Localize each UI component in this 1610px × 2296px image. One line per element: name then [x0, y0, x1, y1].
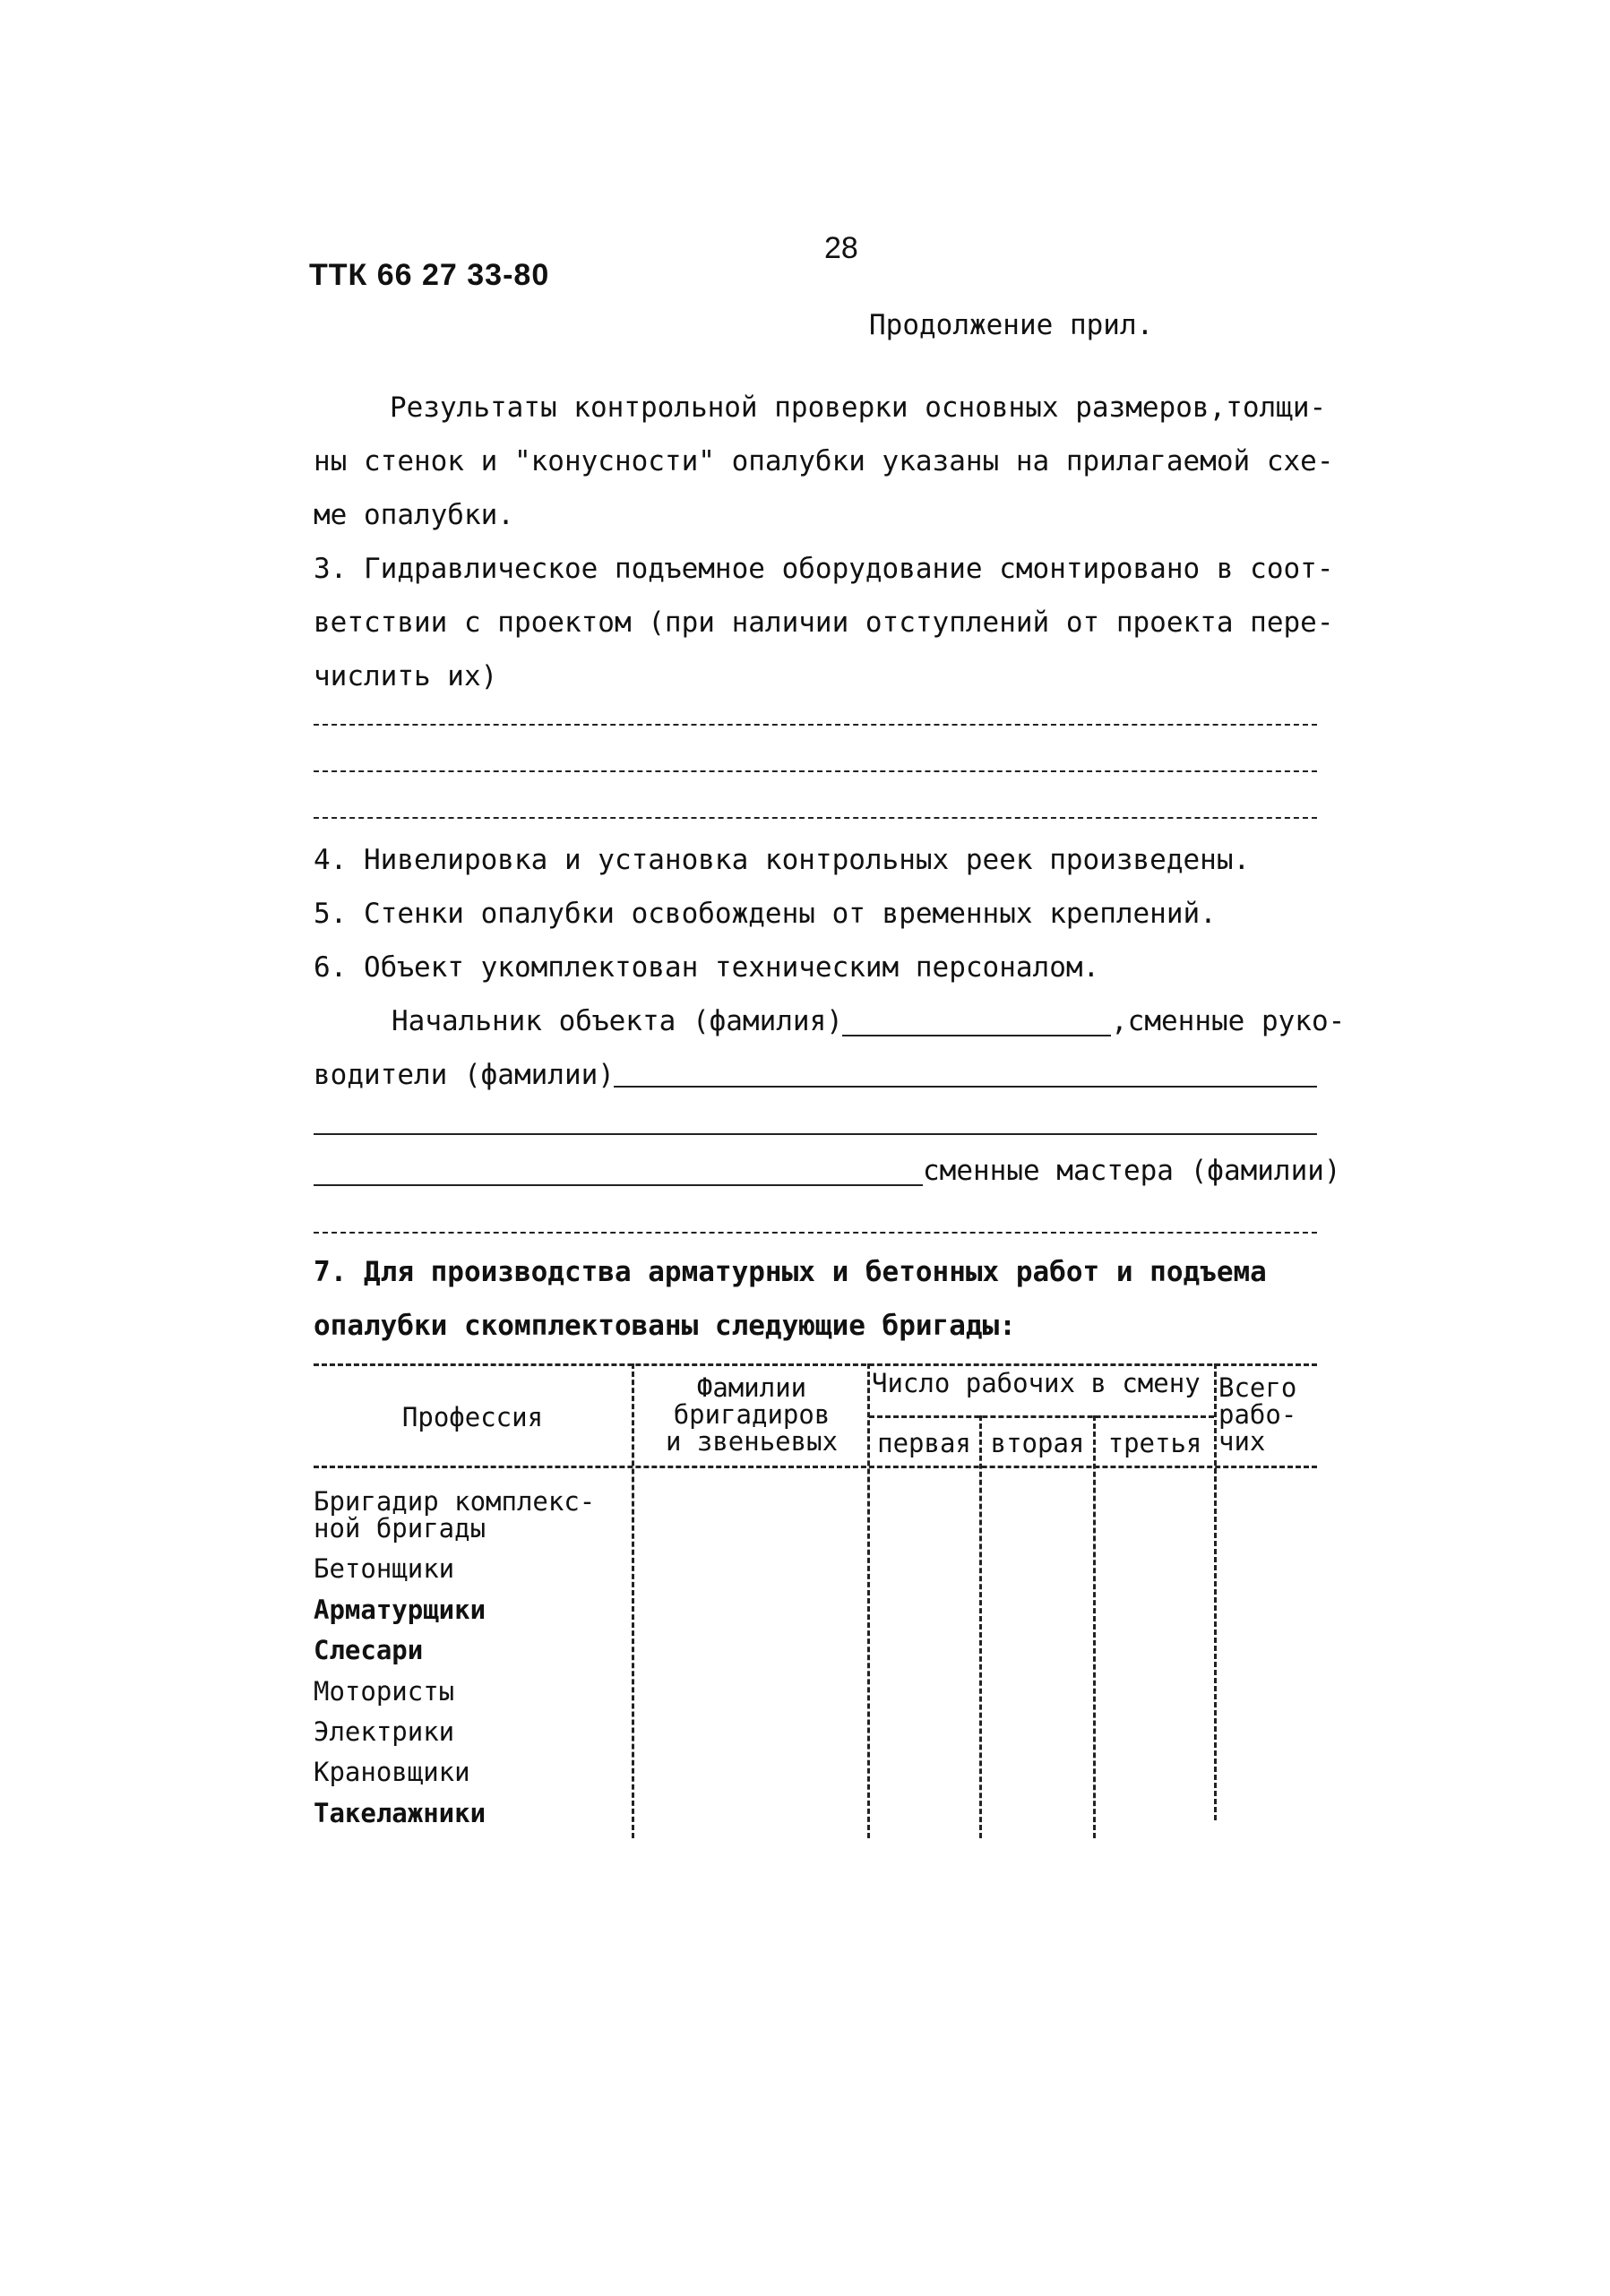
chief-label: Начальник объекта (фамилия) [392, 1005, 843, 1037]
blank-line [314, 724, 1317, 726]
shift-managers-blank [614, 1086, 1317, 1088]
table-row-profession: Слесари [314, 1635, 424, 1665]
shift-masters-label: сменные мастера (фамилии) [923, 1155, 1341, 1187]
page-number: 28 [824, 231, 858, 265]
table-row-profession: Бригадир комплекс- [314, 1486, 596, 1517]
header-names-line: и звеньевых [665, 1426, 839, 1457]
table-col-divider [632, 1363, 634, 1838]
table-row-profession: Крановщики [314, 1757, 470, 1787]
table-col-divider [1093, 1415, 1096, 1838]
header-shift-first: первая [877, 1428, 971, 1458]
header-names-line: Фамилии [696, 1372, 807, 1403]
shift-managers-label-cont: водители (фамилии) [314, 1059, 615, 1091]
item-3-line: числить их) [314, 660, 498, 692]
paragraph-line: ны стенок и "конусности" опалубки указаны на прилагаемой схе- [314, 445, 1334, 477]
header-total-line: Всего [1218, 1372, 1297, 1403]
item-3-line: 3. Гидравлическое подъемное оборудование смонтировано в соот- [314, 553, 1334, 585]
continuation-label: Продолжение прил. [869, 309, 1154, 341]
paragraph-line: ме опалубки. [314, 499, 514, 531]
document-code: ТТК 66 27 33-80 [309, 258, 550, 292]
blank-line [314, 1232, 1317, 1234]
shift-masters-blank [314, 1184, 923, 1186]
table-row-profession: Арматурщики [314, 1595, 486, 1625]
header-workers-per-shift: Число рабочих в смену [872, 1368, 1201, 1398]
header-total-line: чих [1218, 1426, 1266, 1457]
table-row-profession: Бетонщики [314, 1553, 455, 1584]
item-7-line: опалубки скомплектованы следующие бригады: [314, 1310, 1016, 1342]
header-shift-second: вторая [990, 1428, 1085, 1458]
header-total-line: рабо- [1218, 1399, 1297, 1430]
table-header-border [314, 1466, 1317, 1468]
shift-managers-label: ,сменные руко- [1111, 1005, 1346, 1037]
item-6: 6. Объект укомплектован техническим персоналом. [314, 951, 1100, 984]
header-shift-third: третья [1107, 1428, 1202, 1458]
item-4: 4. Нивелировка и установка контрольных реек произведены. [314, 844, 1251, 876]
blank-line [314, 1133, 1317, 1135]
paragraph-line: Результаты контрольной проверки основных размеров,толщи- [390, 391, 1327, 424]
table-row-profession: Такелажники [314, 1798, 486, 1828]
table-col-divider [1214, 1363, 1217, 1820]
item-3-line: ветствии с проектом (при наличии отступлений от проекта пере- [314, 606, 1334, 639]
table-top-border [314, 1363, 1317, 1366]
table-col-divider [979, 1415, 982, 1838]
item-7-line: 7. Для производства арматурных и бетонных работ и подъема [314, 1256, 1267, 1288]
table-subheader-border [869, 1415, 1214, 1418]
chief-name-blank [842, 1035, 1111, 1036]
header-names-line: бригадиров [673, 1399, 831, 1430]
item-5: 5. Стенки опалубки освобождены от временных креплений. [314, 898, 1217, 930]
table-row-profession: Электрики [314, 1716, 455, 1747]
table-row-profession: Мотористы [314, 1676, 455, 1707]
header-profession: Профессия [401, 1402, 544, 1432]
blank-line [314, 770, 1317, 772]
table-row-profession: ной бригады [314, 1513, 486, 1544]
blank-line [314, 817, 1317, 819]
